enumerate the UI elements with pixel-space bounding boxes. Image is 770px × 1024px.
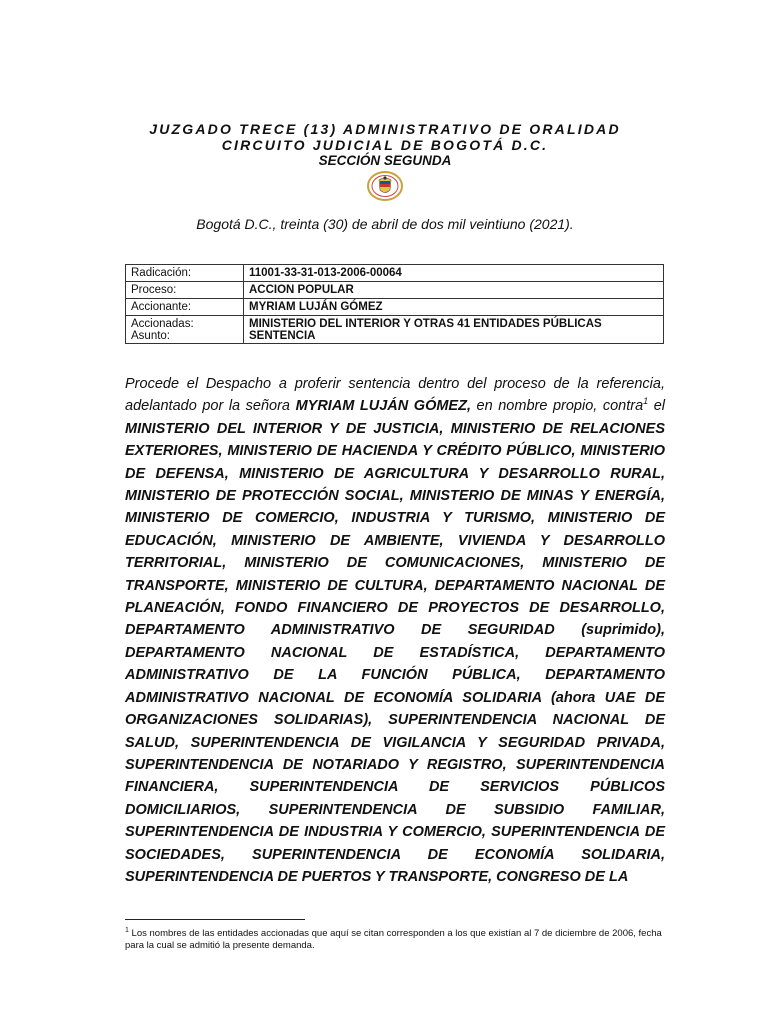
footnote-mark: 1 (125, 927, 129, 934)
row-label: Accionante: (126, 299, 244, 316)
footnote-text: Los nombres de las entidades accionadas que aquí se citan corresponden a los que existían al 7 de diciembre de 2006, fecha para la cual se admitió la presente demanda. (125, 928, 662, 951)
row-value: MYRIAM LUJÁN GÓMEZ (244, 299, 664, 316)
row-label: Accionadas: (131, 318, 194, 330)
table-row (126, 282, 664, 299)
row-value-stack (244, 316, 664, 344)
court-name: JUZGADO TRECE (13) ADMINISTRATIVO DE ORALIDAD (149, 121, 621, 137)
case-info-table (125, 264, 664, 344)
footnote (125, 925, 670, 951)
intro-text: Procede el Despacho a proferir sentencia dentro del proceso de la referencia, adelantado por la señora (125, 376, 665, 415)
plaintiff-name: MYRIAM LUJÁN GÓMEZ, (295, 398, 471, 415)
footnote-reference: 1 (643, 396, 649, 407)
row-label: Asunto: (131, 330, 170, 342)
court-section: SECCIÓN SEGUNDA (318, 153, 452, 168)
footnote-divider (125, 919, 305, 920)
sentence-body (125, 373, 665, 888)
date-line: Bogotá D.C., treinta (30) de abril de dos mil veintiuno (2021). (196, 216, 574, 232)
court-seal-icon (365, 170, 405, 202)
row-value: MINISTERIO DEL INTERIOR Y OTRAS 41 ENTIDADES PÚBLICAS (249, 318, 602, 330)
table-row (126, 299, 664, 316)
table-row (126, 265, 664, 282)
court-header (0, 122, 770, 169)
connector-text: el (648, 398, 665, 415)
row-label-stack (126, 316, 244, 344)
row-value: SENTENCIA (249, 330, 316, 342)
court-circuit: CIRCUITO JUDICIAL DE BOGOTÁ D.C. (221, 136, 549, 153)
middle-text: en nombre propio, contra (471, 398, 644, 415)
opening-paragraph (125, 373, 665, 888)
row-value: 11001-33-31-013-2006-00064 (244, 265, 664, 282)
defendant-entities: MINISTERIO DEL INTERIOR Y DE JUSTICIA, MINISTERIO DE RELACIONES EXTERIORES, MINISTERIO DE HACIENDA Y CRÉDITO PÚBLICO, MINISTERIO DE DEFENSA, MINISTERIO DE AGRICULTURA Y DESARROLLO RURAL, MINISTERIO DE PROTECCIÓN SOCIAL, MINISTERIO DE MINAS Y ENERGÍA, MINISTERIO DE COMERCIO, INDUSTRIA Y TURISMO, MINISTERIO DE EDUCACIÓN, MINISTERIO DE AMBIENTE, VIVIENDA Y DESARROLLO TERRITORIAL, MINISTERIO DE COMUNICACIONES, MINISTERIO DE TRANSPORTE, MINISTERIO DE CULTURA, DEPARTAMENTO NACIONAL DE PLANEACIÓN, FONDO FINANCIERO DE PROYECTOS DE DESARROLLO, DEPARTAMENTO ADMINISTRATIVO DE SEGURIDAD (suprimido), DEPARTAMENTO NACIONAL DE ESTADÍSTICA, DEPARTAMENTO ADMINISTRATIVO DE LA FUNCIÓN PÚBLICA, DEPARTAMENTO ADMINISTRATIVO NACIONAL DE ECONOMÍA SOLIDARIA (ahora UAE DE ORGANIZACIONES SOLIDARIAS), SUPERINTENDENCIA NACIONAL DE SALUD, SUPERINTENDENCIA DE VIGILANCIA Y SEGURIDAD PRIVADA, SUPERINTENDENCIA DE NOTARIADO Y REGISTRO, SUPERINTENDENCIA FINANCIERA, SUPERINTENDENCIA DE SERVICIOS PÚBLICOS DOMICILIARIOS, SUPERINTENDENCIA DE SUBSIDIO FAMILIAR, SUPERINTENDENCIA DE INDUSTRIA Y COMERCIO, SUPERINTENDENCIA DE SOCIEDADES, SUPERINTENDENCIA DE ECONOMÍA SOLIDARIA, SUPERINTENDENCIA DE PUERTOS Y TRANSPORTE, CONGRESO DE LA (125, 420, 665, 885)
row-label: Radicación: (126, 265, 244, 282)
row-value: ACCION POPULAR (244, 282, 664, 299)
row-label: Proceso: (126, 282, 244, 299)
table-row (126, 316, 664, 344)
